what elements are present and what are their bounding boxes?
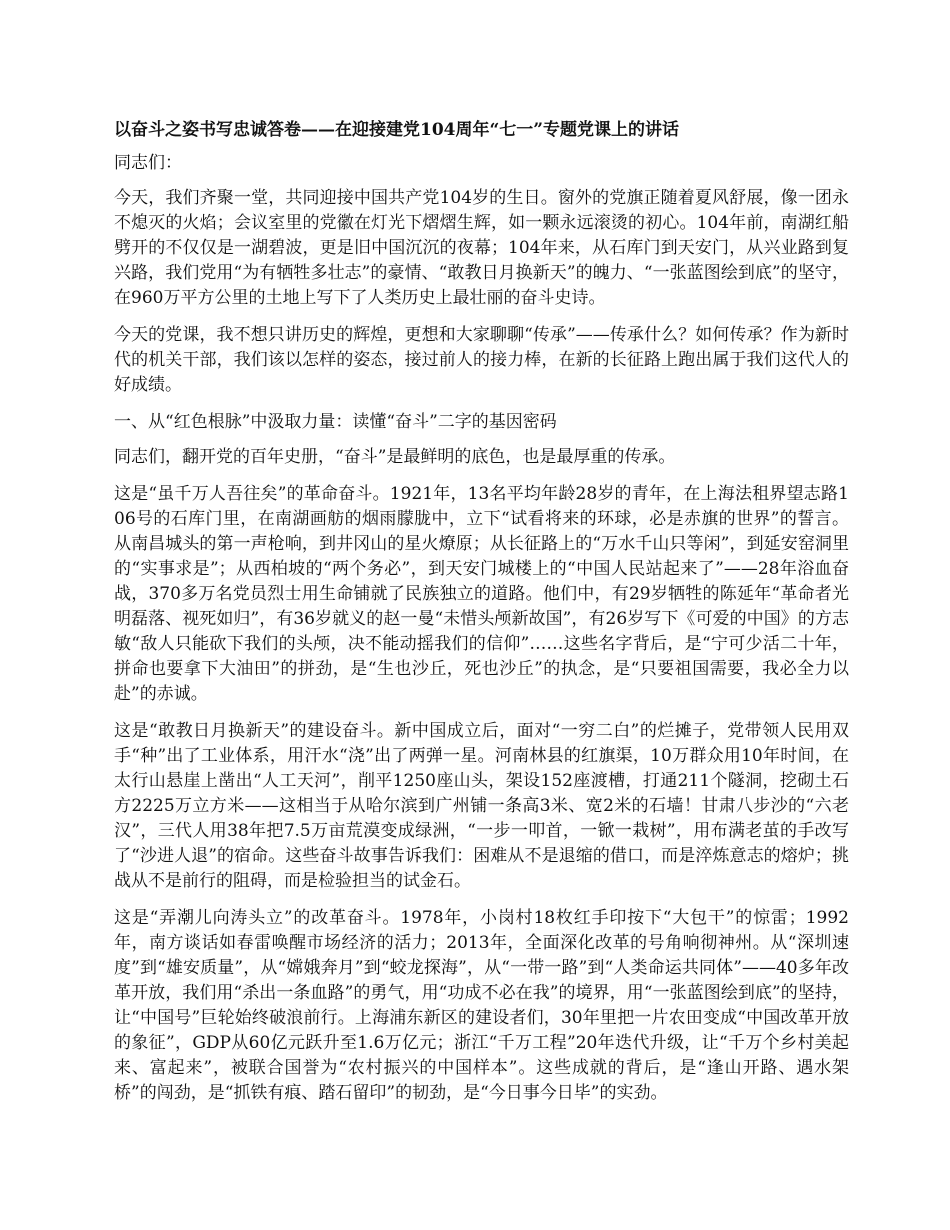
document-title: 以奋斗之姿书写忠诚答卷——在迎接建党104周年“七一”专题党课上的讲话: [114, 120, 680, 140]
paragraph-section-intro: 同志们，翻开党的百年史册，“奋斗”是最鲜明的底色，也是最厚重的传承。: [114, 447, 676, 467]
paragraph-construction: 这是“敢教日月换新天”的建设奋斗。新中国成立后，面对“一穷二白”的烂摊子，党带领人民用双手“种”出了工业体系，用汗水“浇”出了两弹一星。河南林县的红旗渠，10万群众用10年时间，在太行山悬崖上凿出“人工天河”，削平1250座山头，架设152座渡槽，打通211个隧洞，挖砌土石方2225万立方米——这相当于从哈尔滨到广州铺一条高3米、宽2米的石墙！甘肃八步沙的“六老汉”，三代人用38年把7.5万亩荒漠变成绿洲，“一步一叩首，一锨一栽树”，用布满老茧的手改写了“沙进人退”的宿命。这些奋斗故事告诉我们：困难从不是退缩的借口，而是淬炼意志的熔炉；挑战从不是前行的阻碍，而是检验担当的试金石。: [114, 721, 849, 891]
paragraph-revolution: 这是“虽千万人吾往矣”的革命奋斗。1921年，13名平均年龄28岁的青年，在上海法租界望志路106号的石库门里，在南湖画舫的烟雨朦胧中，立下“试看将来的环球，必是赤旗的世界”的誓言。从南昌城头的第一声枪响，到井冈山的星火燎原；从长征路上的“万水千山只等闲”，到延安窑洞里的“实事求是”；从西柏坡的“两个务必”，到天安门城楼上的“中国人民站起来了”——28年浴血奋战，370多万名党员烈士用生命铺就了民族独立的道路。他们中，有29岁牺牲的陈延年“革命者光明磊落、视死如归”，有36岁就义的赵一曼“未惜头颅新故国”，有26岁写下《可爱的中国》的方志敏“敌人只能砍下我们的头颅，决不能动摇我们的信仰”……这些名字背后，是“宁可少活二十年，拼命也要拿下大油田”的拼劲，是“生也沙丘，死也沙丘”的执念，是“只要祖国需要，我必全力以赴”的赤诚。: [114, 484, 849, 704]
document-page: [114, 118, 849, 1118]
paragraph-purpose: 今天的党课，我不想只讲历史的辉煌，更想和大家聊聊“传承”——传承什么？如何传承？作为新时代的机关干部，我们该以怎样的姿态，接过前人的接力棒，在新的长征路上跑出属于我们这代人的好成绩。: [114, 325, 849, 395]
paragraph-reform: 这是“弄潮儿向涛头立”的改革奋斗。1978年，小岗村18枚红手印按下“大包干”的惊雷；1992年，南方谈话如春雷唤醒市场经济的活力；2013年，全面深化改革的号角响彻神州。从“深圳速度”到“雄安质量”，从“嫦娥奔月”到“蛟龙探海”，从“一带一路”到“人类命运共同体”——40多年改革开放，我们用“杀出一条血路”的勇气，用“功成不必在我”的境界，用“一张蓝图绘到底”的坚持，让“中国号”巨轮始终破浪前行。上海浦东新区的建设者们，30年里把一片农田变成“中国改革开放的象征”，GDP从60亿元跃升至1.6万亿元；浙江“千万工程”20年迭代升级，让“千万个乡村美起来、富起来”，被联合国誉为“农村振兴的中国样本”。这些成就的背后，是“逢山开路、遇水架桥”的闯劲，是“抓铁有痕、踏石留印”的韧劲，是“今日事今日毕”的实劲。: [114, 908, 849, 1103]
greeting: 同志们：: [114, 153, 182, 173]
section-heading-1: 一、从“红色根脉”中汲取力量：读懂“奋斗”二字的基因密码: [114, 412, 557, 432]
paragraph-intro: 今天，我们齐聚一堂，共同迎接中国共产党104岁的生日。窗外的党旗正随着夏风舒展，像一团永不熄灭的火焰；会议室里的党徽在灯光下熠熠生辉，如一颗永远滚烫的初心。104年前，南湖红船劈开的不仅仅是一湖碧波，更是旧中国沉沉的夜幕；104年来，从石库门到天安门，从兴业路到复兴路，我们党用“为有牺牲多壮志”的豪情、“敢教日月换新天”的魄力、“一张蓝图绘到底”的坚守，在960万平方公里的土地上写下了人类历史上最壮丽的奋斗史诗。: [114, 188, 849, 308]
